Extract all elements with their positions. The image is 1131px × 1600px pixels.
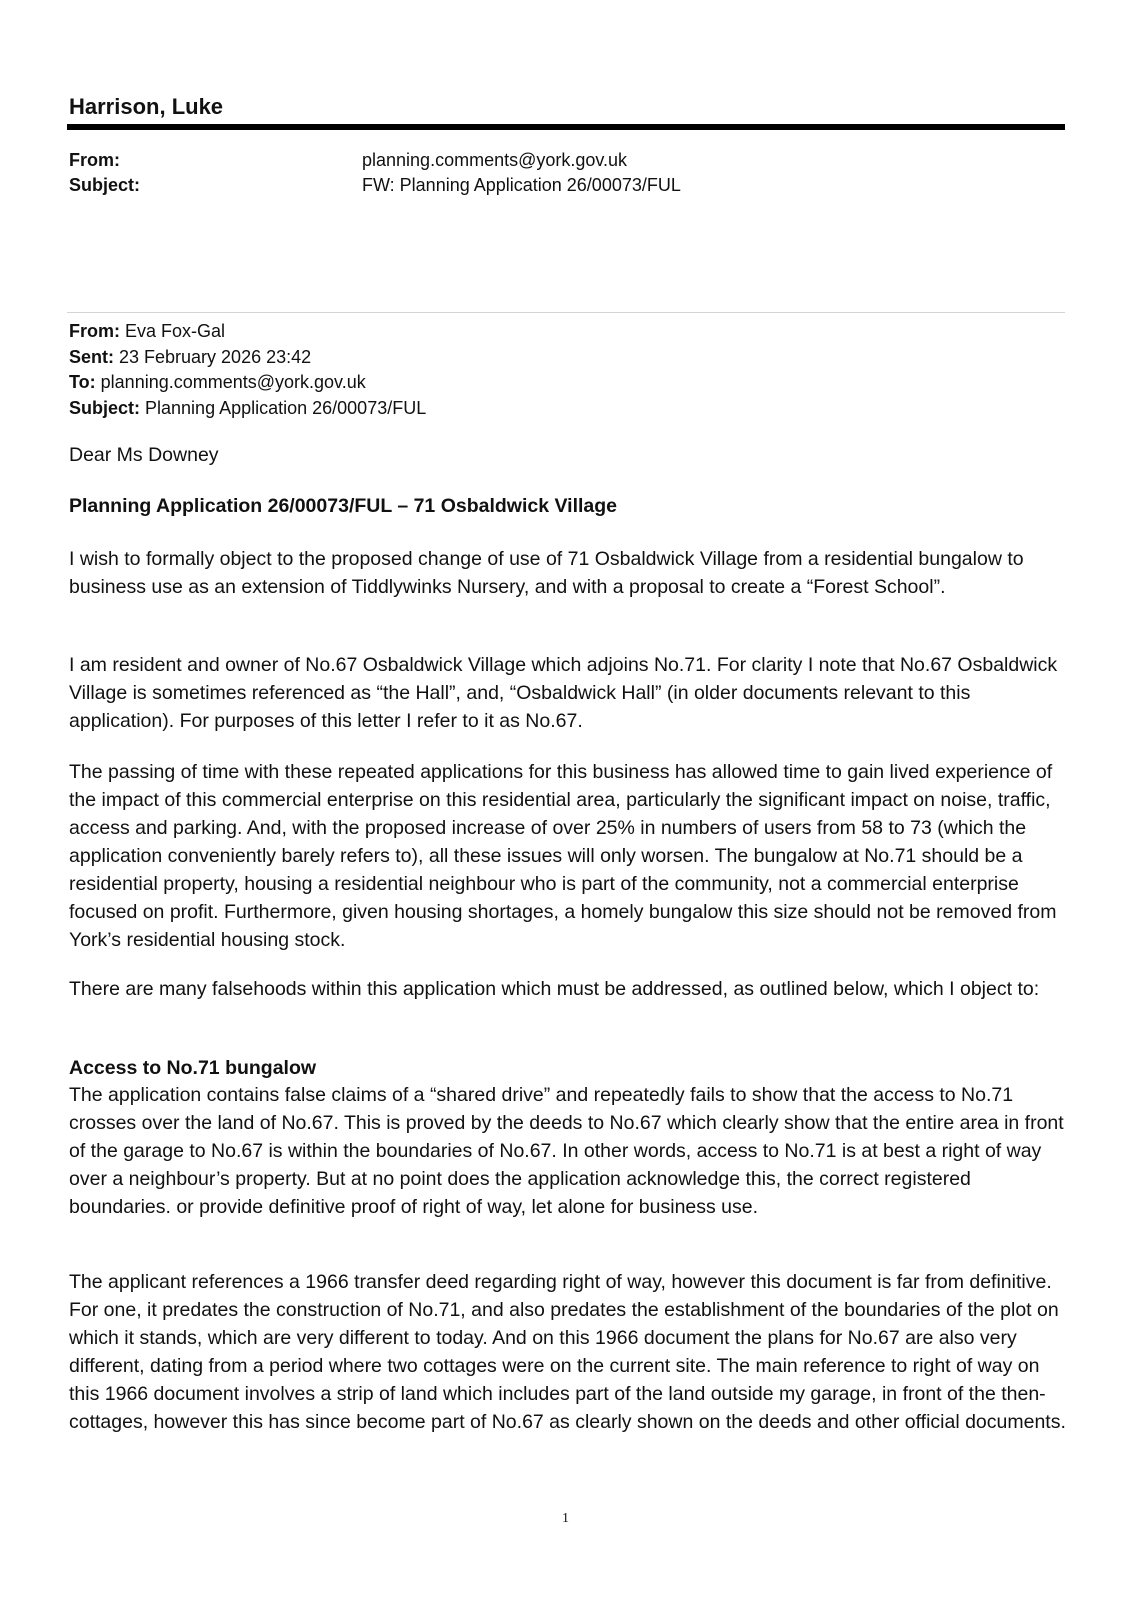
forwarded-from-value: Eva Fox-Gal	[120, 321, 226, 341]
header-from-value: planning.comments@york.gov.uk	[362, 150, 628, 170]
page-number: 1	[562, 1511, 569, 1526]
paragraph-6-text: The applicant references a 1966 transfer deed regarding right of way, however this document is far from definitive. For one, it predates the construction of No.71, and also predates the establishment of the boundaries of the plot on which it stands, which are very different to today. And on this 1966 document the plans for No.67 are also very different, dating from a period where two cottages were on the current site. The main reference to right of way on this 1966 document involves a strip of land which includes part of the land outside my garage, in front of the then-cottages, however this has since become part of No.67 as clearly shown on the deeds and other official documents.	[69, 1271, 1066, 1433]
forwarded-sent-value: 23 February 2026 23:42	[114, 346, 312, 367]
paragraph-access	[69, 1081, 1069, 1221]
paragraph-2-text: I am resident and owner of No.67 Osbaldwick Village which adjoins No.71. For clarity I note that No.67 Osbaldwick Village is sometimes referenced as “the Hall”, and, “Osbaldwick Hall” (in older documents relevant to this application). For purposes of this letter I refer to it as No.67.	[69, 654, 1058, 732]
header-from-label: From:	[69, 150, 120, 170]
paragraph-objection	[69, 545, 1069, 601]
section-heading-access: Access to No.71 bungalow	[69, 1057, 317, 1079]
forwarded-to-label: To:	[69, 372, 96, 392]
paragraph-3-text: The passing of time with these repeated applications for this business has allowed time to gain lived experience of the impact of this commercial enterprise on this residential area, particularly the significant impact on noise, traffic, access and parking. And, with the proposed increase of over 25% in numbers of users from 58 to 73 (which the application conveniently barely refers to), all these issues will only worsen. The bungalow at No.71 should be a residential property, housing a residential neighbour who is part of the community, not a commercial enterprise focused on profit. Furthermore, given housing shortages, a homely bungalow this size should not be removed from York’s residential housing stock.	[69, 761, 1057, 951]
letter-heading: Planning Application 26/00073/FUL – 71 Osbaldwick Village	[69, 495, 617, 517]
forwarded-subject-value: Planning Application 26/00073/FUL	[140, 397, 427, 418]
forwarded-header	[69, 319, 426, 421]
paragraph-1-text: I wish to formally object to the proposed change of use of 71 Osbaldwick Village from a residential bungalow to business use as an extension of Tiddlywinks Nursery, and with a proposal to create a “Forest School”.	[69, 548, 1024, 598]
header-divider	[67, 124, 1065, 130]
forwarded-subject-line	[69, 396, 426, 422]
paragraph-resident	[69, 651, 1069, 735]
header-subject-value: FW: Planning Application 26/00073/FUL	[362, 175, 681, 195]
salutation: Dear Ms Downey	[69, 444, 219, 466]
header-subject-label: Subject:	[69, 175, 141, 195]
forwarded-to-value: planning.comments@york.gov.uk	[95, 372, 366, 392]
paragraph-5-text: The application contains false claims of a “shared drive” and repeatedly fails to show that the access to No.71 crosses over the land of No.67. This is proved by the deeds to No.67 which clearly show that the entire area in front of the garage to No.67 is within the boundaries of No.67. In other words, access to No.71 is at best a right of way over a neighbour’s property. But at no point does the application acknowledge this, the correct registered boundaries. or provide definitive proof of right of way, let alone for business use.	[69, 1084, 1064, 1218]
forwarded-subject-label: Subject:	[69, 397, 141, 418]
forwarded-sent-line	[69, 345, 426, 371]
paragraph-4-text: There are many falsehoods within this application which must be addressed, as outlined below, which I object to:	[69, 978, 1040, 1000]
forwarded-from-label: From:	[69, 321, 120, 341]
mailbox-owner-name: Harrison, Luke	[69, 94, 224, 119]
forwarded-from-line	[69, 319, 426, 345]
forwarded-sent-label: Sent:	[69, 346, 114, 367]
paragraph-impact	[69, 758, 1069, 954]
forwarded-to-line	[69, 370, 426, 396]
paragraph-1966-deed	[69, 1268, 1069, 1436]
paragraph-falsehoods	[69, 975, 1069, 1003]
forward-divider	[67, 312, 1065, 313]
